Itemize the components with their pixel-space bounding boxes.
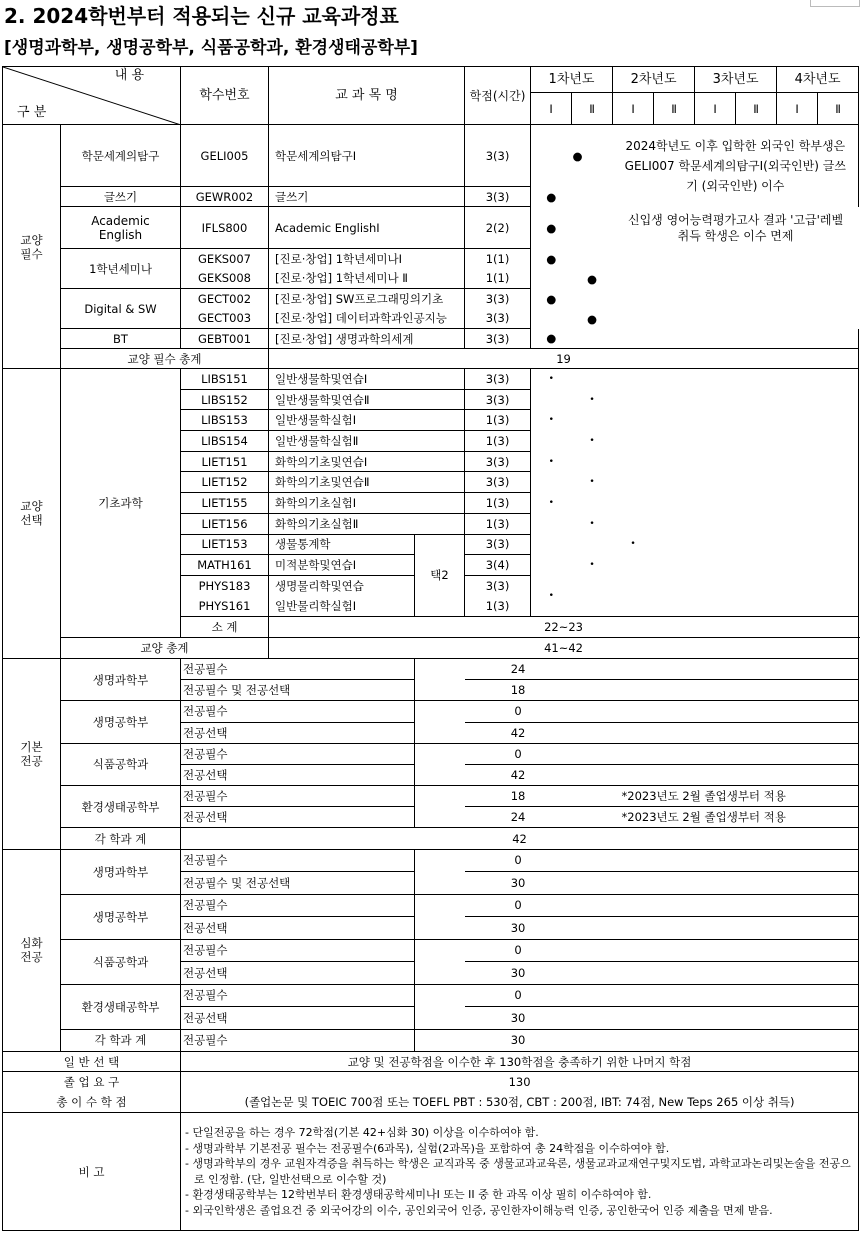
choose-two: 택2 [415,534,465,617]
year-mark: ● [587,271,598,286]
simhwa-total: 30 [510,1033,526,1048]
major-credit: 0 [465,849,572,872]
major-type: 전공필수 및 전공선택 [181,680,415,701]
dept-name: 생명공학부 [61,701,181,743]
major-credit: 42 [465,722,572,743]
dept-name: 환경생태공학부 [61,984,181,1029]
gyoyang-total: 41~42 [269,637,859,658]
year-mark: ● [531,125,613,187]
major-type: 전공선택 [181,1007,415,1030]
remark-line: - 생명과학부 기본전공 필수는 전공필수(6과목), 실험(2과목)을 포함하여 총 24학점을 이수하여야 함. [185,1141,670,1155]
credit-cell: 1(1) [465,269,531,289]
year-mark: • [589,560,595,571]
major-credit: 30 [465,872,572,895]
dept-name: 식품공학과 [61,939,181,984]
year-mark: ● [546,251,557,266]
course-name: 일반생물학실험Ⅰ [269,410,465,431]
course-name: [진로·창업] 1학년세미나Ⅰ [269,249,465,269]
credit-cell: 3(3) [465,472,531,493]
header-sem-2: Ⅱ [572,93,613,125]
year-mark: ● [546,291,557,306]
remark-line: - 단일전공을 하는 경우 72학점(기본 42+심화 30) 이상을 이수하여야 함. [185,1126,539,1140]
credit-cell: 3(3) [465,187,531,207]
header-sem-2: Ⅱ [818,93,859,125]
course-code: LIBS151 [181,369,269,390]
course-code: GEWR002 [181,187,269,207]
course-name: 화학의기초및연습Ⅰ [269,451,465,472]
course-code: PHYS183 [181,575,269,596]
year-mark: ● [531,329,572,349]
credit-cell: 3(3) [465,451,531,472]
course-name: [진로·창업] 생명과학의세계 [269,329,465,349]
year-mark: • [630,539,636,550]
credit-cell: 3(3) [465,289,531,309]
year-mark: • [589,435,595,446]
course-code: GEBT001 [181,329,269,349]
major-credit: 0 [465,894,572,917]
gyoyang-pilsu-total: 19 [269,349,859,369]
group-gyoyang-pilsu: 교양 필수 [3,125,61,369]
major-type: 전공필수 [181,786,415,807]
page-title: 2. 2024학번부터 적용되는 신규 교육과정표 [4,4,399,28]
course-name: [진로·창업] 데이터과학과인공지능 [269,309,465,329]
course-name: 글쓰기 [269,187,465,207]
gibon-total: 42 [181,828,859,849]
course-name: Academic EnglishⅠ [269,207,465,249]
course-code: GELI005 [181,125,269,187]
major-type: 전공필수 [181,1029,415,1052]
major-type: 전공선택 [181,807,415,828]
dept-note: *2023년도 2월 졸업생부터 적용 [572,786,859,807]
year-mark: • [589,477,595,488]
year-mark: • [548,374,554,385]
course-code: LIBS152 [181,389,269,410]
course-name: 생물통계학 [269,534,415,555]
subtotal-label: 소 계 [181,617,269,638]
major-type: 전공필수 [181,984,415,1007]
category-basic-science: 기초과학 [61,369,181,638]
year-mark: ● [531,207,572,249]
major-credit: 18 [465,680,572,701]
major-type: 전공선택 [181,764,415,785]
subtotal-value: 22~23 [269,617,859,638]
dept-name: 생명과학부 [61,658,181,700]
note-english-exempt: 신입생 영어능력평가고사 결과 '고급'레벨 취득 학생은 이수 면제 [628,212,844,243]
major-credit: 24 [465,807,572,828]
major-type: 전공필수 [181,849,415,872]
category-cell: 학문세계의탐구 [61,125,181,187]
header-sem-1: Ⅰ [695,93,736,125]
major-credit: 0 [465,743,572,764]
major-type: 전공선택 [181,722,415,743]
course-name: [진로·창업] 1학년세미나 Ⅱ [269,269,465,289]
major-credit: 30 [465,962,572,985]
course-name: 일반생물학및연습Ⅱ [269,389,465,410]
year-mark: • [548,497,554,508]
course-name: 일반생물학및연습Ⅰ [269,369,465,390]
page-subtitle: [생명과학부, 생명공학부, 식품공학과, 환경생태공학부] [4,38,418,58]
header-sem-2: Ⅱ [654,93,695,125]
course-code: LIET151 [181,451,269,472]
course-name: 일반물리학실험Ⅰ [275,599,357,614]
remark-line: - 환경생태공학부는 12학번부터 환경생태공학세미나I 또는 II 중 한 과목 이상 필히 이수하여야 함. [185,1188,652,1202]
dept-name: 식품공학과 [61,743,181,785]
header-sem-1: Ⅰ [613,93,654,125]
credit-cell: 3(3) [465,309,531,329]
major-credit: 0 [465,701,572,722]
major-type: 전공필수 및 전공선택 [181,872,415,895]
course-name: 화학의기초실험Ⅰ [269,493,465,514]
course-code: LIBS153 [181,410,269,431]
year-mark: • [548,590,554,601]
gyoyang-pilsu-total-label: 교양 필수 총계 [61,349,269,369]
credit-cell: 1(3) [465,410,531,431]
major-credit: 18 [465,786,572,807]
graduation-value [181,1072,859,1113]
category-cell: BT [61,329,181,349]
course-name: 화학의기초및연습Ⅱ [269,472,465,493]
category-cell: 1학년세미나 [61,249,181,289]
gyoyang-total-label: 교양 총계 [61,637,269,658]
credit-cell: 3(3) [465,369,531,390]
year-mark: ● [587,311,598,326]
header-content-label: 내 용 [114,68,144,83]
course-name: 일반생물학실험Ⅱ [269,431,465,452]
year-mark: • [589,394,595,405]
credit-cell: 3(3) [465,389,531,410]
curriculum-table [2,66,859,1231]
year-mark: • [589,518,595,529]
course-code: LIET156 [181,513,269,534]
dept-name: 생명과학부 [61,849,181,894]
credit-cell: 3(3) [465,534,531,555]
course-code: PHYS161 [181,596,269,617]
major-credit: 30 [465,917,572,940]
major-credit: 0 [465,939,572,962]
course-code: LIET153 [181,534,269,555]
remark-line: - 외국인학생은 졸업요건 중 외국어강의 이수, 공인외국어 인증, 공인한자이해능력 인증, 공인한국어 인증 제출을 면제 받음. [185,1203,773,1217]
graduation-label [3,1072,181,1113]
corner-box [810,0,860,7]
group-gyoyang-seontaek: 교양 선택 [3,369,61,659]
course-name: 학문세계의탐구Ⅰ [269,125,465,187]
major-credit: 0 [465,984,572,1007]
header-course: 교 과 목 명 [269,67,465,125]
major-credit: 24 [465,658,572,679]
credit-cell: 3(3) [465,329,531,349]
group-simhwa: 심화 전공 [3,849,61,1052]
header-code: 학수번호 [181,67,269,125]
credit-cell: 1(3) [465,431,531,452]
major-type: 전공필수 [181,894,415,917]
course-code: LIET155 [181,493,269,514]
credit-cell: 1(3) [465,596,531,617]
dept-note: *2023년도 2월 졸업생부터 적용 [572,807,859,828]
general-elective-value: 교양 및 전공학점을 이수한 후 130학점을 충족하기 위한 나머지 학점 [181,1052,859,1072]
credit-cell: 1(3) [465,493,531,514]
course-code: GECT002 [181,289,269,309]
dept-name: 환경생태공학부 [61,786,181,828]
course-code: GEKS007 [181,249,269,269]
course-code: MATH161 [181,555,269,576]
dept-total-label: 각 학과 계 [61,828,181,849]
major-credit: 30 [465,1007,572,1030]
general-elective-label: 일 반 선 택 [3,1052,181,1072]
credit-cell: 2(2) [465,207,531,249]
remarks-label: 비 고 [3,1113,181,1231]
credit-cell: 3(3) [465,125,531,187]
header-sem-1: Ⅰ [777,93,818,125]
header-sem-1: Ⅰ [531,93,572,125]
credit-cell: 1(1) [465,249,531,269]
header-year-1: 1차년도 [531,67,613,93]
course-code: IFLS800 [181,207,269,249]
header-sem-2: Ⅱ [736,93,777,125]
remark-line: - 생명과학부의 경우 교원자격증을 취득하는 학생은 교직과목 중 생물교과교육론, 생물교과교재연구및지도법, 과학교과논리및논술을 전공으로 인정함. (단, 일반선택으로 이수할 것) [185,1157,851,1186]
graduation-condition: (졸업논문 및 TOEIC 700점 또는 TOEFL PBT : 530점, CBT : 200점, IBT: 74점, New Teps 265 이상 취득) [244,1095,795,1110]
year-mark: ● [531,187,572,207]
course-name: 생명물리학및연습 [269,575,415,596]
year-mark: • [548,456,554,467]
major-type: 전공필수 [181,658,415,679]
header-year-2: 2차년도 [613,67,695,93]
major-type: 전공필수 [181,701,415,722]
course-code: GEKS008 [181,269,269,289]
header-category-label: 구 분 [17,105,47,120]
course-name: 화학의기초실험Ⅱ [269,513,465,534]
remarks-content [181,1113,859,1231]
group-gibon: 기본 전공 [3,658,61,849]
major-type: 전공필수 [181,743,415,764]
graduation-label-2: 총 이 수 학 점 [56,1095,127,1110]
dept-total-label: 각 학과 계 [61,1029,181,1052]
major-type: 전공선택 [181,917,415,940]
graduation-credits: 130 [508,1075,531,1090]
course-code: LIBS154 [181,431,269,452]
course-name: 미적분학및연습Ⅰ [269,555,415,576]
category-cell: Academic English [61,207,181,249]
course-code: LIET152 [181,472,269,493]
credit-cell: 3(3) [465,575,531,596]
category-cell: Digital & SW [61,289,181,329]
dept-name: 생명공학부 [61,894,181,939]
major-credit: 42 [465,764,572,785]
major-type: 전공필수 [181,939,415,962]
credit-cell: 1(3) [465,513,531,534]
course-code: GECT003 [181,309,269,329]
header-year-4: 4차년도 [777,67,859,93]
credit-cell: 3(4) [465,555,531,576]
course-name: [진로·창업] SW프로그래밍의기초 [275,291,444,306]
note-foreign-students: 2024학년도 이후 입학한 외국인 학부생은 GELI007 학문세계의탐구Ⅰ(외국인반) 글쓰기 (외국인반) 이수 [613,125,859,207]
header-diagonal-cell [3,67,181,125]
year-mark: • [548,415,554,426]
graduation-label-1: 졸 업 요 구 [63,1075,120,1090]
major-type: 전공선택 [181,962,415,985]
header-credit: 학점(시간) [465,67,531,125]
header-year-3: 3차년도 [695,67,777,93]
category-cell: 글쓰기 [61,187,181,207]
